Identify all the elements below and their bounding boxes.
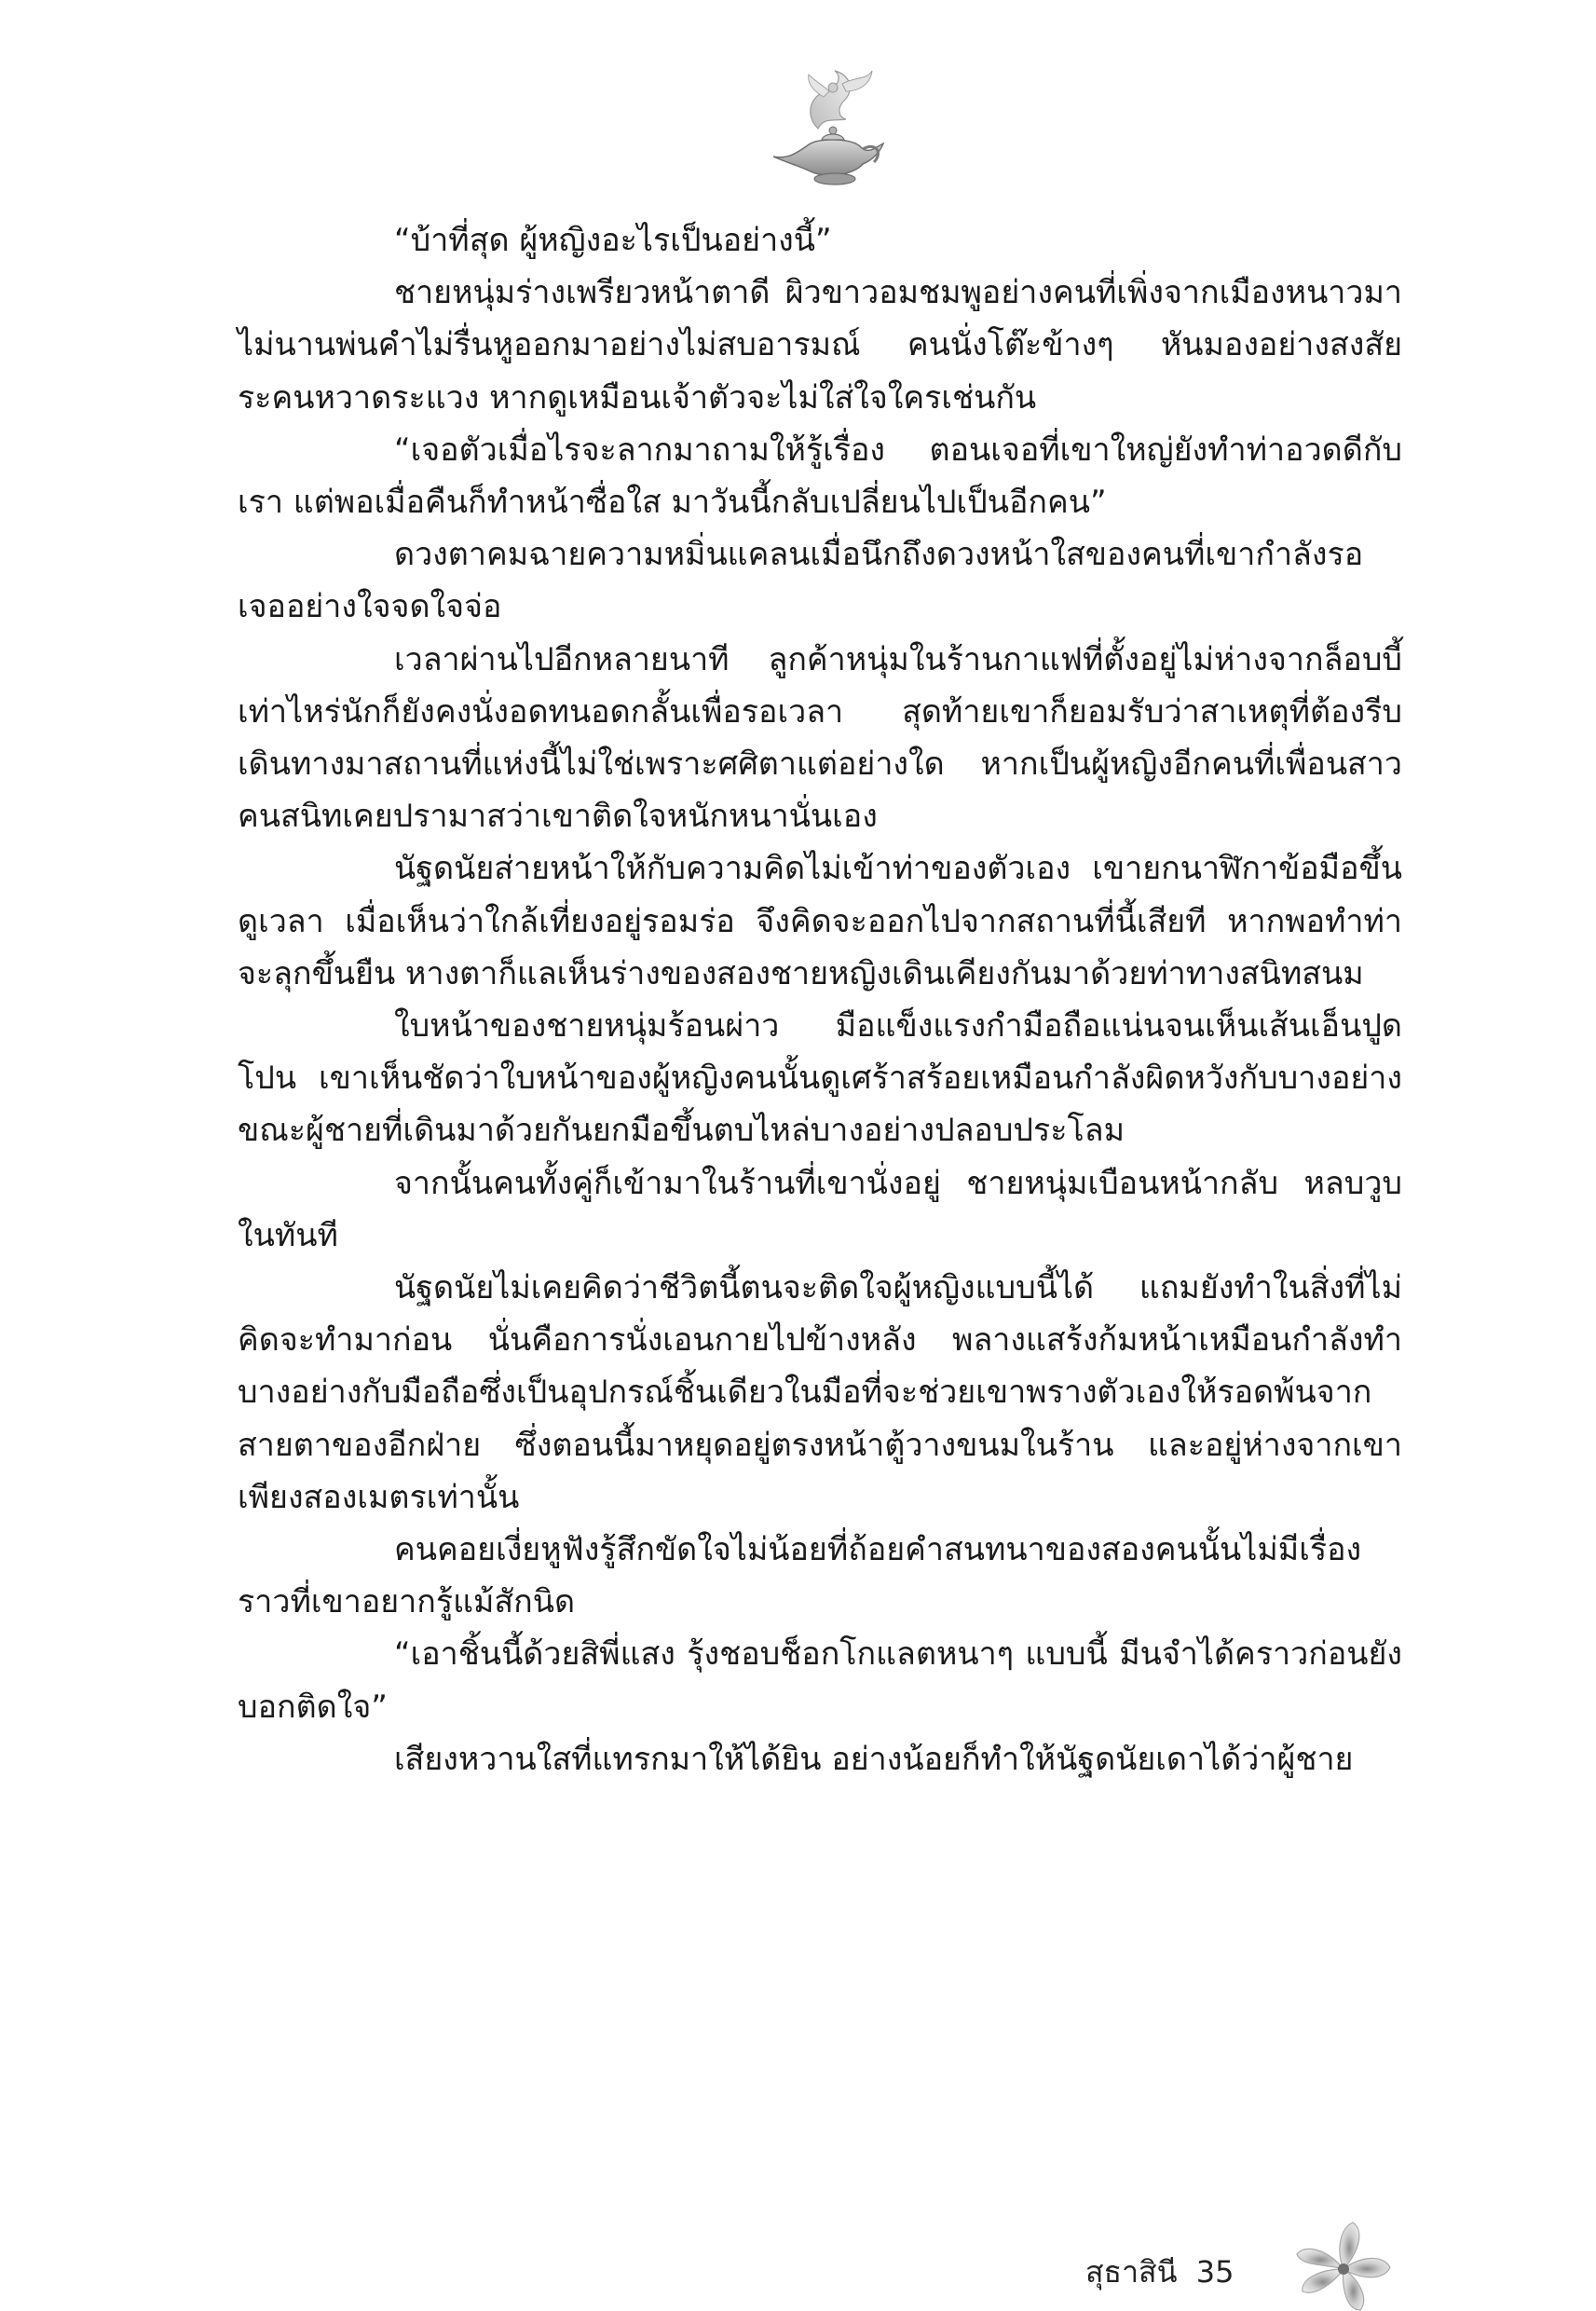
paragraph: เวลาผ่านไปอีกหลายนาที ลูกค้าหนุ่มในร้านกาแฟที่ตั้งอยู่ไม่ห่างจากล็อบบี้เท่าไหร่นักก็ยังคงนั่งอดทนอดกลั้นเพื่อรอเวลา สุดท้ายเขาก็ยอมรับว่าสาเหตุที่ต้องรีบเดินทางมาสถานที่แห่งนี้ไม่ใช่เพราะศศิตาแต่อย่างใด หากเป็นผู้หญิงอีกคนที่เพื่อนสาวคนสนิทเคยปรามาสว่าเขาติดใจหนักหนานั่นเอง <box>238 640 1402 836</box>
paragraph: จากนั้นคนทั้งคู่ก็เข้ามาในร้านที่เขานั่งอยู่ ชายหนุ่มเบือนหน้ากลับ หลบวูบในทันที <box>238 1164 1402 1254</box>
paragraph: เสียงหวานใสที่แทรกมาให้ได้ยิน อย่างน้อยก็ทำให้นัฐดนัยเดาได้ว่าผู้ชาย <box>394 1740 1354 1778</box>
paragraph: “เจอตัวเมื่อไรจะลากมาถามให้รู้เรื่อง ตอนเจอที่เขาใหญ่ยังทำท่าอวดดีกับเรา แต่พอเมื่อคืนก็ทำหน้าซื่อใส มาวันนี้กลับเปลี่ยนไปเป็นอีกคน” <box>238 431 1402 522</box>
paragraph: นัฐดนัยไม่เคยคิดว่าชีวิตนี้ตนจะติดใจผู้หญิงแบบนี้ได้ แถมยังทำในสิ่งที่ไม่คิดจะทำมาก่อน นั่นคือการนั่งเอนกายไปข้างหลัง พลางแสร้งก้มหน้าเหมือนกำลังทำบางอย่างกับมือถือซึ่งเป็นอุปกรณ์ชิ้นเดียวในมือที่จะช่วยเขาพรางตัวเองให้รอดพ้นจากสายตาของอีกฝ่าย ซึ่งตอนนี้มาหยุดอยู่ตรงหน้าตู้วางขนมในร้าน และอยู่ห่างจากเขาเพียงสองเมตรเท่านั้น <box>238 1269 1402 1516</box>
paragraph: ใบหน้าของชายหนุ่มร้อนผ่าว มือแข็งแรงกำมือถือแน่นจนเห็นเส้นเอ็นปูดโปน เขาเห็นชัดว่าใบหน้าของผู้หญิงคนนั้นดูเศร้าสร้อยเหมือนกำลังผิดหวังกับบางอย่าง ขณะผู้ชายที่เดินมาด้วยกันยกมือขึ้นตบไหล่บางอย่างปลอบประโลม <box>238 1007 1402 1150</box>
body-text <box>238 214 1402 1785</box>
paragraph: นัฐดนัยส่ายหน้าให้กับความคิดไม่เข้าท่าของตัวเอง เขายกนาฬิกาข้อมือขึ้นดูเวลา เมื่อเห็นว่าใกล้เที่ยงอยู่รอมร่อ จึงคิดจะออกไปจากสถานที่นี้เสียที หากพอทำท่าจะลุกขึ้นยืน หางตาก็แลเห็นร่างของสองชายหญิงเดินเคียงกันมาด้วยท่าทางสนิทสนม <box>238 850 1402 992</box>
running-title: สุธาสินี <box>1085 2254 1178 2290</box>
footer-label <box>1085 2249 1235 2296</box>
plumeria-flower-icon <box>1286 2217 1398 2311</box>
paragraph: “บ้าที่สุด ผู้หญิงอะไรเป็นอย่างนี้” <box>394 222 832 259</box>
magic-lamp-icon <box>753 63 893 203</box>
paragraph: “เอาชิ้นนี้ด้วยสิพี่แสง รุ้งชอบช็อกโกแลตหนาๆ แบบนี้ มีนจำได้คราวก่อนยังบอกติดใจ” <box>238 1635 1402 1726</box>
page-number: 35 <box>1195 2254 1235 2290</box>
paragraph: ดวงตาคมฉายความหมิ่นแคลนเมื่อนึกถึงดวงหน้าใสของคนที่เขากำลังรอเจออย่างใจจดใจจ่อ <box>238 536 1364 626</box>
paragraph: คนคอยเงี่ยหูฟังรู้สึกขัดใจไม่น้อยที่ถ้อยคำสนทนาของสองคนนั้นไม่มีเรื่องราวที่เขาอยากรู้แม้สักนิด <box>238 1531 1362 1621</box>
paragraph: ชายหนุ่มร่างเพรียวหน้าตาดี ผิวขาวอมชมพูอย่างคนที่เพิ่งจากเมืองหนาวมาไม่นานพ่นคำไม่รื่นหูออกมาอย่างไม่สบอารมณ์ คนนั่งโต๊ะข้างๆ หันมองอย่างสงสัยระคนหวาดระแวง หากดูเหมือนเจ้าตัวจะไม่ใส่ใจใครเช่นกัน <box>238 274 1402 417</box>
page-footer <box>1085 2241 1439 2311</box>
